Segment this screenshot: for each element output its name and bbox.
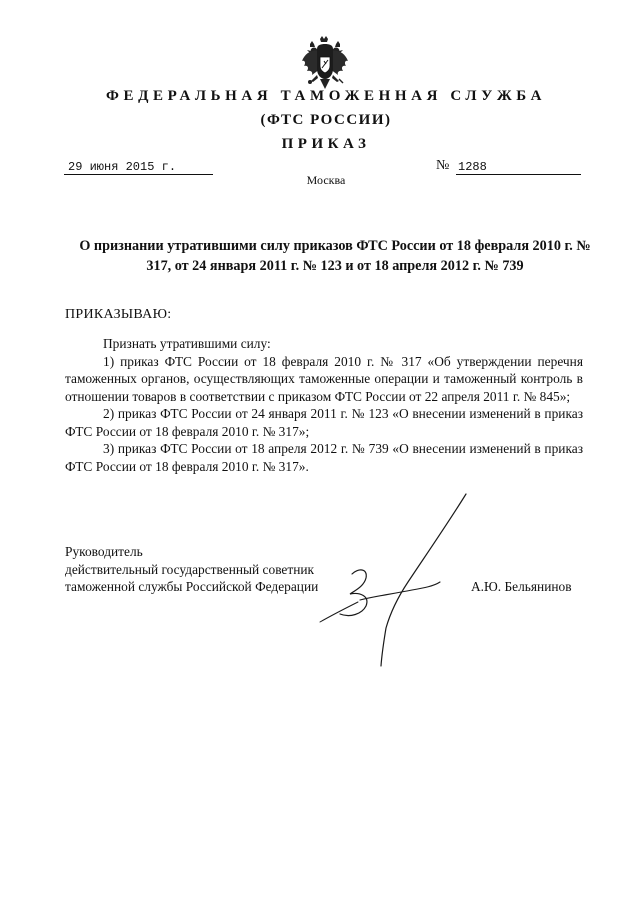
order-number: 1288 [456,159,581,175]
handwritten-signature [300,490,480,670]
document-type: ПРИКАЗ [281,136,371,152]
organization-abbreviation: (ФТС РОССИИ) [260,112,392,128]
document-title: О признании утратившими силу приказов ФТС России от 18 февраля 2010 г. № 317, от 24 января 2011 г. № 123 и от 18 апреля 2012 г. № 739 [79,238,591,274]
order-intro: Признать утратившими силу: [103,336,271,351]
order-item-2: 2) приказ ФТС России от 24 января 2011 г. № 123 «О внесении изменений в приказ ФТС России от 18 февраля 2010 г. № 317»; [65,406,583,439]
number-sign: № [436,158,450,173]
order-word: ПРИКАЗЫВАЮ: [65,307,172,322]
signatory-position [65,543,318,596]
double-headed-eagle-emblem-icon [300,35,350,91]
order-date: 29 июня 2015 г. [64,159,213,175]
organization-name: ФЕДЕРАЛЬНАЯ ТАМОЖЕННАЯ СЛУЖБА [105,88,547,104]
order-body [65,335,583,475]
city: Москва [306,173,346,187]
position-line-2: действительный государственный советник [65,561,315,577]
position-line-3: таможенной службы Российской Федерации [65,579,319,594]
order-item-1: 1) приказ ФТС России от 18 февраля 2010 г. № 317 «Об утверждении перечня таможенных органов, осуществляющих таможенные операции и таможенный контроль в отношении товаров в соответствии с приказом ФТС России от 22 апреля 2011 г. № 845»; [65,353,583,404]
order-item-3: 3) приказ ФТС России от 18 апреля 2012 г. № 739 «О внесении изменений в приказ ФТС России от 18 февраля 2010 г. № 317». [65,441,583,474]
position-line-1: Руководитель [65,544,143,559]
signatory-name: А.Ю. Бельянинов [471,579,572,594]
